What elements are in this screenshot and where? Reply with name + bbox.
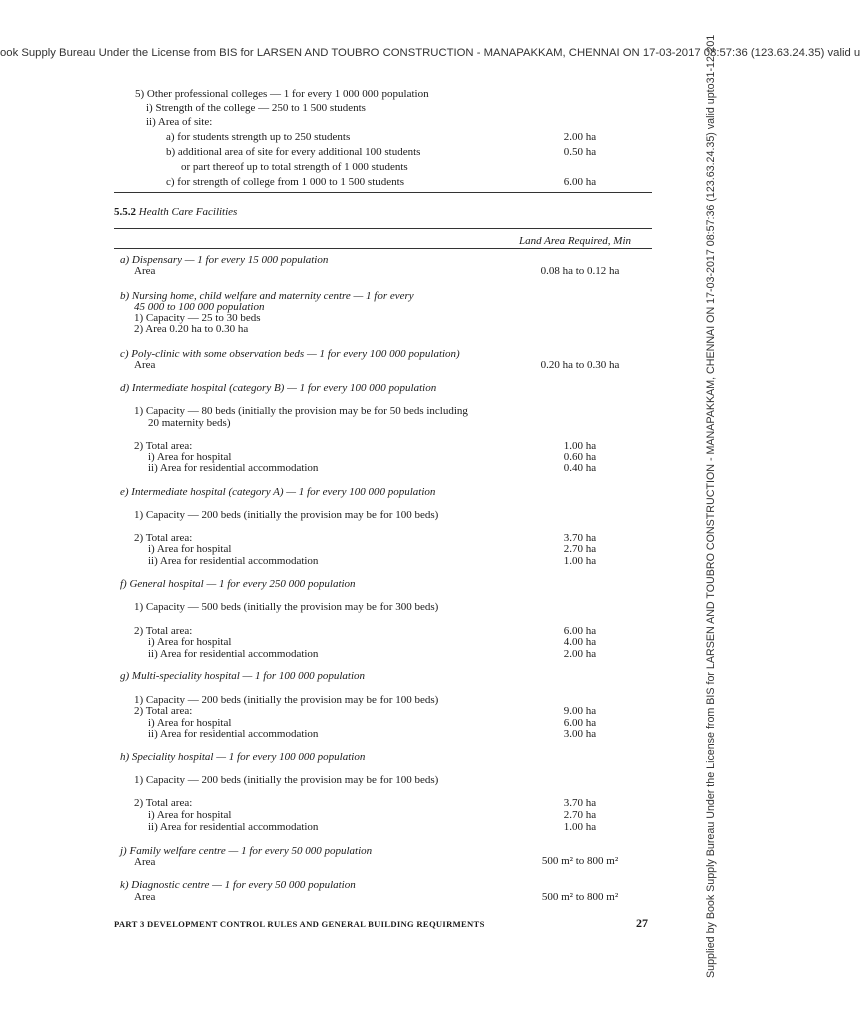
item-g-capacity: 1) Capacity — 200 beds (initially the provision may be for 100 beds) xyxy=(134,694,439,706)
colleges-strength: i) Strength of the college — 250 to 1 500 students xyxy=(146,102,366,114)
item-f-total-value: 6.00 ha xyxy=(563,625,597,637)
item-e-title: e) Intermediate hospital (category A) — 1 for every 100 000 population xyxy=(120,486,436,498)
item-f-total: 2) Total area: xyxy=(134,625,193,637)
item-e-residential: ii) Area for residential accommodation xyxy=(148,555,319,567)
item-b-title-cont: 45 000 to 100 000 population xyxy=(134,301,265,313)
item-h-residential-value: 1.00 ha xyxy=(563,821,597,833)
item-e-total-value: 3.70 ha xyxy=(563,532,597,544)
item-a-area-value: 0.08 ha to 0.12 ha xyxy=(540,265,620,277)
item-b-area: 2) Area 0.20 ha to 0.30 ha xyxy=(134,323,249,335)
item-f-residential: ii) Area for residential accommodation xyxy=(148,648,319,660)
colleges-value-a: 2.00 ha xyxy=(563,131,597,143)
item-c-title: c) Poly-clinic with some observation beds — 1 for every 100 000 population) xyxy=(120,348,460,360)
item-g-total: 2) Total area: xyxy=(134,705,193,717)
colleges-heading: 5) Other professional colleges — 1 for every 1 000 000 population xyxy=(135,88,429,100)
divider-top xyxy=(114,192,652,193)
item-h-residential: ii) Area for residential accommodation xyxy=(148,821,319,833)
page-footer: PART 3 DEVELOPMENT CONTROL RULES AND GENERAL BUILDING REQUIRMENTS xyxy=(114,919,485,929)
item-h-hospital-value: 2.70 ha xyxy=(563,809,597,821)
item-j-area-label: Area xyxy=(134,856,156,868)
item-g-hospital: i) Area for hospital xyxy=(148,717,232,729)
colleges-area-b-cont: or part thereof up to total strength of 1 000 students xyxy=(181,161,408,173)
item-j-area-value: 500 m² to 800 m² xyxy=(541,855,619,867)
table-rule-header xyxy=(114,248,652,249)
item-g-total-value: 9.00 ha xyxy=(563,705,597,717)
item-h-total: 2) Total area: xyxy=(134,797,193,809)
colleges-area-a: a) for students strength up to 250 students xyxy=(166,131,351,143)
item-g-residential: ii) Area for residential accommodation xyxy=(148,728,319,740)
item-a-title: a) Dispensary — 1 for every 15 000 population xyxy=(120,254,329,266)
item-e-hospital: i) Area for hospital xyxy=(148,543,232,555)
colleges-area-c: c) for strength of college from 1 000 to 1 500 students xyxy=(166,176,404,188)
section-title: Health Care Facilities xyxy=(138,206,238,218)
item-f-capacity: 1) Capacity — 500 beds (initially the provision may be for 300 beds) xyxy=(134,601,439,613)
item-e-residential-value: 1.00 ha xyxy=(563,555,597,567)
item-f-title: f) General hospital — 1 for every 250 000 population xyxy=(120,578,356,590)
item-e-hospital-value: 2.70 ha xyxy=(563,543,597,555)
item-e-capacity: 1) Capacity — 200 beds (initially the provision may be for 100 beds) xyxy=(134,509,439,521)
colleges-value-b: 0.50 ha xyxy=(563,146,597,158)
item-d-hospital-value: 0.60 ha xyxy=(563,451,597,463)
item-h-hospital: i) Area for hospital xyxy=(148,809,232,821)
item-j-title: j) Family welfare centre — 1 for every 50 000 population xyxy=(120,845,373,857)
item-c-area-label: Area xyxy=(134,359,156,371)
item-d-residential-value: 0.40 ha xyxy=(563,462,597,474)
item-g-title: g) Multi-speciality hospital — 1 for 100 000 population xyxy=(120,670,366,682)
item-a-area-label: Area xyxy=(134,265,156,277)
item-k-title: k) Diagnostic centre — 1 for every 50 000 population xyxy=(120,879,356,891)
item-d-title: d) Intermediate hospital (category B) — 1 for every 100 000 population xyxy=(120,382,437,394)
item-f-hospital: i) Area for hospital xyxy=(148,636,232,648)
item-h-capacity: 1) Capacity — 200 beds (initially the provision may be for 100 beds) xyxy=(134,774,439,786)
item-d-capacity: 1) Capacity — 80 beds (initially the provision may be for 50 beds including xyxy=(134,405,468,417)
watermark-top: ook Supply Bureau Under the License from BIS for LARSEN AND TOUBRO CONSTRUCTION - MANAPAKKAM, CHENNAI ON 17-03-2017 08:57:36 (123.63.24.35) valid u xyxy=(0,47,860,59)
item-c-area-value: 0.20 ha to 0.30 ha xyxy=(540,359,620,371)
item-f-hospital-value: 4.00 ha xyxy=(563,636,597,648)
item-b-title: b) Nursing home, child welfare and maternity centre — 1 for every xyxy=(120,290,414,302)
colleges-area-label: ii) Area of site: xyxy=(146,116,213,128)
watermark-side: Supplied by Book Supply Bureau Under the License from BIS for LARSEN AND TOUBRO CONSTRUCTION - MANAPAKKAM, CHENNAI ON 17-03-2017 08:57:36 (123.63.24.35) valid upto31-12-201 xyxy=(705,34,717,978)
item-k-area-label: Area xyxy=(134,891,156,903)
item-d-total: 2) Total area: xyxy=(134,440,193,452)
colleges-value-c: 6.00 ha xyxy=(563,176,597,188)
item-d-residential: ii) Area for residential accommodation xyxy=(148,462,319,474)
colleges-area-b: b) additional area of site for every additional 100 students xyxy=(166,146,421,158)
item-g-hospital-value: 6.00 ha xyxy=(563,717,597,729)
column-header: Land Area Required, Min xyxy=(518,235,632,247)
item-d-total-value: 1.00 ha xyxy=(563,440,597,452)
item-e-total: 2) Total area: xyxy=(134,532,193,544)
item-h-total-value: 3.70 ha xyxy=(563,797,597,809)
item-k-area-value: 500 m² to 800 m² xyxy=(541,891,619,903)
item-b-capacity: 1) Capacity — 25 to 30 beds xyxy=(134,312,261,324)
section-number: 5.5.2 xyxy=(114,206,136,218)
item-f-residential-value: 2.00 ha xyxy=(563,648,597,660)
table-rule-top xyxy=(114,228,652,229)
item-d-hospital: i) Area for hospital xyxy=(148,451,232,463)
item-d-capacity-cont: 20 maternity beds) xyxy=(148,417,231,429)
page-number: 27 xyxy=(636,916,648,930)
item-h-title: h) Speciality hospital — 1 for every 100 000 population xyxy=(120,751,366,763)
section-heading xyxy=(114,206,237,219)
item-g-residential-value: 3.00 ha xyxy=(563,728,597,740)
